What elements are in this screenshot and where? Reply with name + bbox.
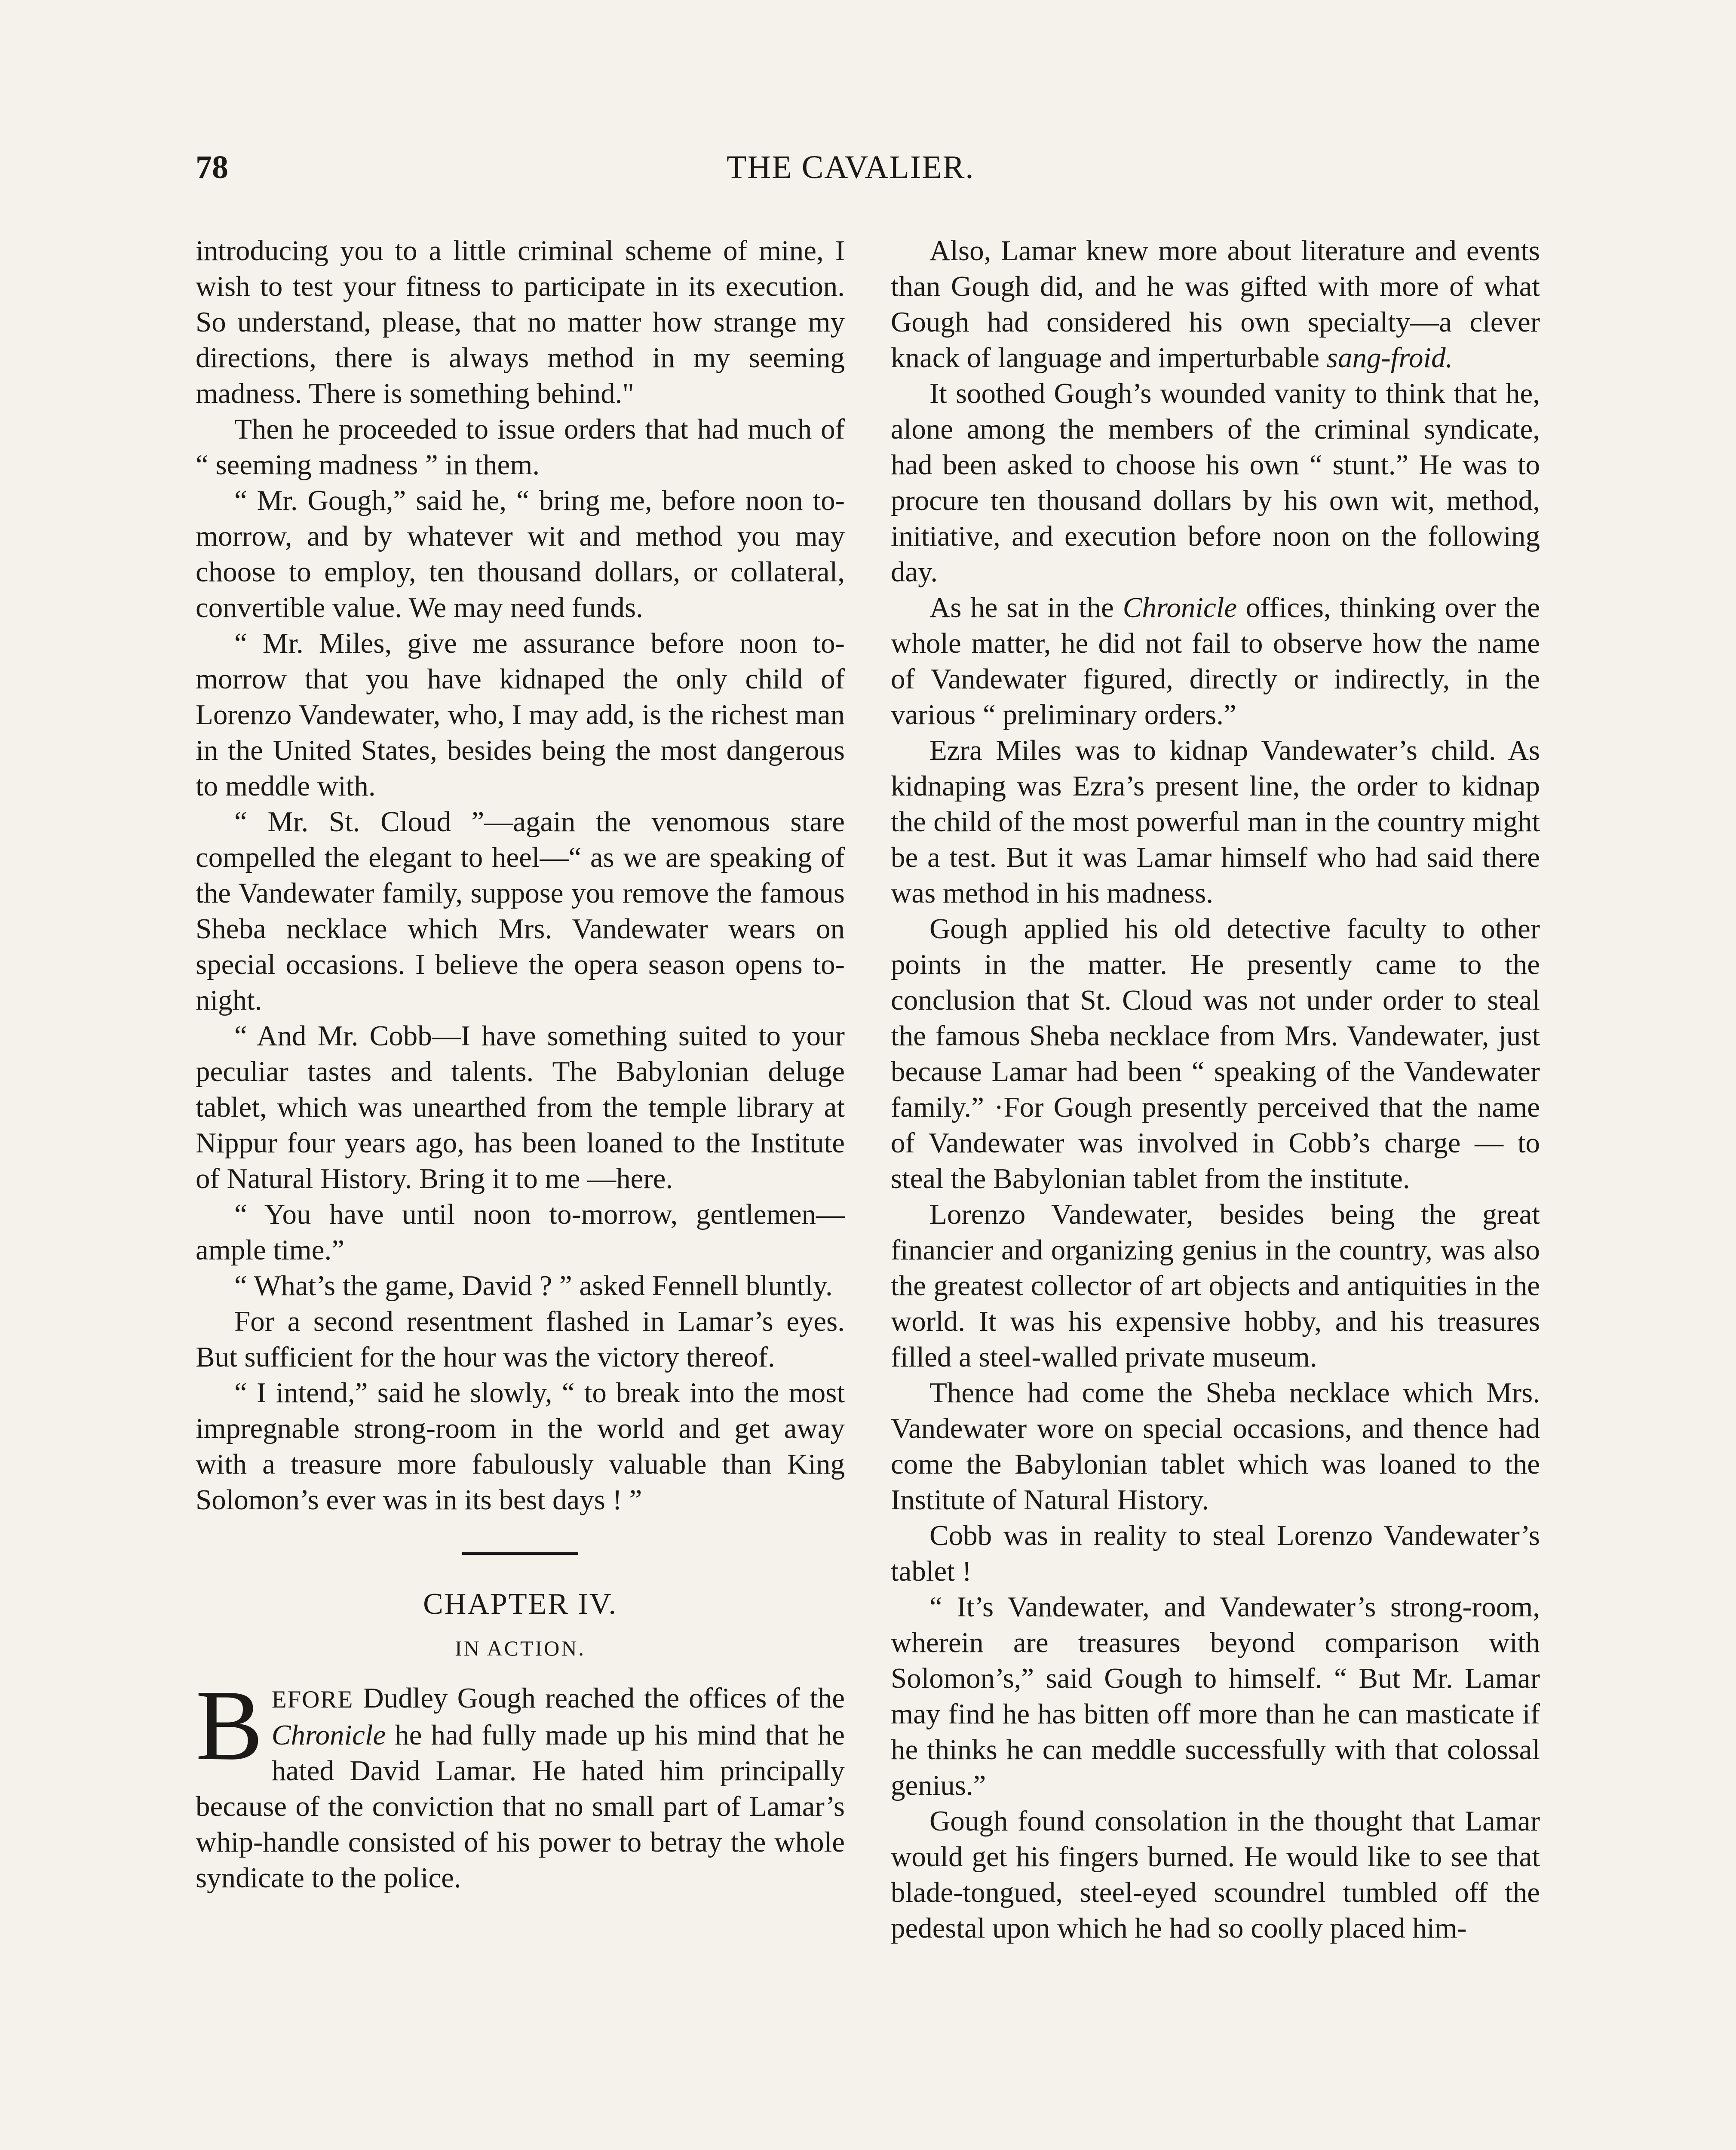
paragraph: “ Mr. Gough,” said he, “ bring me, before noon to-morrow, and by whatever wit and method you may choose to employ, ten thousand dollars, or collateral, convertible value. We may need funds. xyxy=(196,485,845,624)
opening-text: Dudley Gough reached the offices of the xyxy=(353,1682,845,1714)
paragraph: Lorenzo Vandewater, besides being the great financier and organizing genius in the country, was also the greatest collector of art objects and antiquities in the world. It was his expensive hobby, and his treasures filled a steel-walled private museum. xyxy=(891,1198,1540,1373)
paragraph: “ What’s the game, David ? ” asked Fennell bluntly. xyxy=(234,1270,833,1302)
paragraph: introducing you to a little criminal scheme of mine, I wish to test your fitness to participate in its execution. So understand, please, that no matter how strange my directions, there is always method in my seeming madness. There is something behind." xyxy=(196,235,845,409)
paragraph: Then he proceeded to issue orders that had much of “ seeming madness ” in them. xyxy=(196,413,845,481)
left-column xyxy=(196,233,845,1896)
paragraph: It soothed Gough’s wounded vanity to think that he, alone among the members of the criminal syndicate, had been asked to choose his own “ stunt.” He was to procure ten thousand dollars by his own wit, method, initiative, and execution before noon on the following day. xyxy=(891,378,1540,588)
paragraph: “ You have until noon to-morrow, gentlemen—ample time.” xyxy=(196,1198,845,1266)
paragraph: “ And Mr. Cobb—I have something suited to your peculiar tastes and talents. The Babylonian deluge tablet, which was unearthed from the temple library at Nippur four years ago, has been loaned to the Institute of Natural History. Bring it to me —here. xyxy=(196,1020,845,1195)
running-title: THE CAVALIER. xyxy=(727,149,975,185)
drop-cap: B xyxy=(196,1669,263,1781)
right-column xyxy=(891,233,1540,1946)
paragraph-text: Also, Lamar knew more about literature and events than Gough did, and he was gifted with more of what Gough had considered his own specialty—a clever knack of language and imperturbable xyxy=(891,235,1540,374)
paragraph: Cobb was in reality to steal Lorenzo Vandewater’s tablet ! xyxy=(891,1520,1540,1587)
paragraph-italic: sang-froid. xyxy=(1326,342,1453,374)
opening-italic: Chronicle xyxy=(271,1719,386,1751)
chapter-title: CHAPTER IV. xyxy=(423,1588,617,1621)
paragraph: “ Mr. St. Cloud ”—again the venomous stare compelled the elegant to heel—“ as we are speaking of the Vandewater family, suppose you remove the famous Sheba necklace which Mrs. Vandewater wears on special occasions. I believe the opera season opens to-night. xyxy=(196,806,845,1016)
page-number: 78 xyxy=(196,149,228,185)
opening-smallcaps: EFORE xyxy=(271,1686,354,1713)
chapter-opening-paragraph xyxy=(196,1669,845,1896)
paragraph xyxy=(891,590,1540,733)
paragraph: Ezra Miles was to kidnap Vandewater’s child. As kidnaping was Ezra’s present line, the order to kidnap the child of the most powerful man in the country might be a test. But it was Lamar himself who had said there was method in his madness. xyxy=(891,734,1540,909)
paragraph: “ Mr. Miles, give me assurance before noon to-morrow that you have kidnaped the only child of Lorenzo Vandewater, who, I may add, is the richest man in the United States, besides being the most dangerous to meddle with. xyxy=(196,627,845,802)
paragraph: “ I intend,” said he slowly, “ to break into the most impregnable strong-room in the world and get away with a treasure more fabulously valuable than King Solomon’s ever was in its best days ! ” xyxy=(196,1377,845,1516)
section-divider xyxy=(462,1552,578,1555)
paragraph: For a second resentment flashed in Lamar’s eyes. But sufficient for the hour was the victory thereof. xyxy=(196,1305,845,1373)
paragraph-text: As he sat in the xyxy=(929,592,1123,624)
opening-text-rest: he had fully made up his mind that he hated David Lamar. He hated him principally because of the conviction that no small part of Lamar’s whip-handle consisted of his power to betray the whole syndicate to the police. xyxy=(196,1719,845,1894)
paragraph xyxy=(891,233,1540,376)
chapter-subtitle: IN ACTION. xyxy=(455,1636,586,1660)
paragraph: Thence had come the Sheba necklace which Mrs. Vandewater wore on special occasions, and thence had come the Babylonian tablet which was loaned to the Institute of Natural History. xyxy=(891,1377,1540,1516)
paragraph: Gough applied his old detective faculty to other points in the matter. He presently came to the conclusion that St. Cloud was not under order to steal the famous Sheba necklace from Mrs. Vandewater, just because Lamar had been “ speaking of the Vandewater family.” ·For Gough presently perceived that the name of Vandewater was involved in Cobb’s charge — to steal the Babylonian tablet from the institute. xyxy=(891,913,1540,1195)
paragraph-text-rest: offices, thinking over the whole matter, he did not fail to observe how the name of Vandewater figured, directly or indirectly, in the various “ preliminary orders.” xyxy=(891,592,1540,731)
paragraph: Gough found consolation in the thought that Lamar would get his fingers burned. He would like to see that blade-tongued, steel-eyed scoundrel tumbled off the pedestal upon which he had so coolly placed him- xyxy=(891,1805,1540,1944)
paragraph-italic: Chronicle xyxy=(1123,592,1237,624)
paragraph: “ It’s Vandewater, and Vandewater’s strong-room, wherein are treasures beyond comparison with Solomon’s,” said Gough to himself. “ But Mr. Lamar may find he has bitten off more than he can masticate if he thinks he can meddle successfully with that colossal genius.” xyxy=(891,1591,1540,1801)
